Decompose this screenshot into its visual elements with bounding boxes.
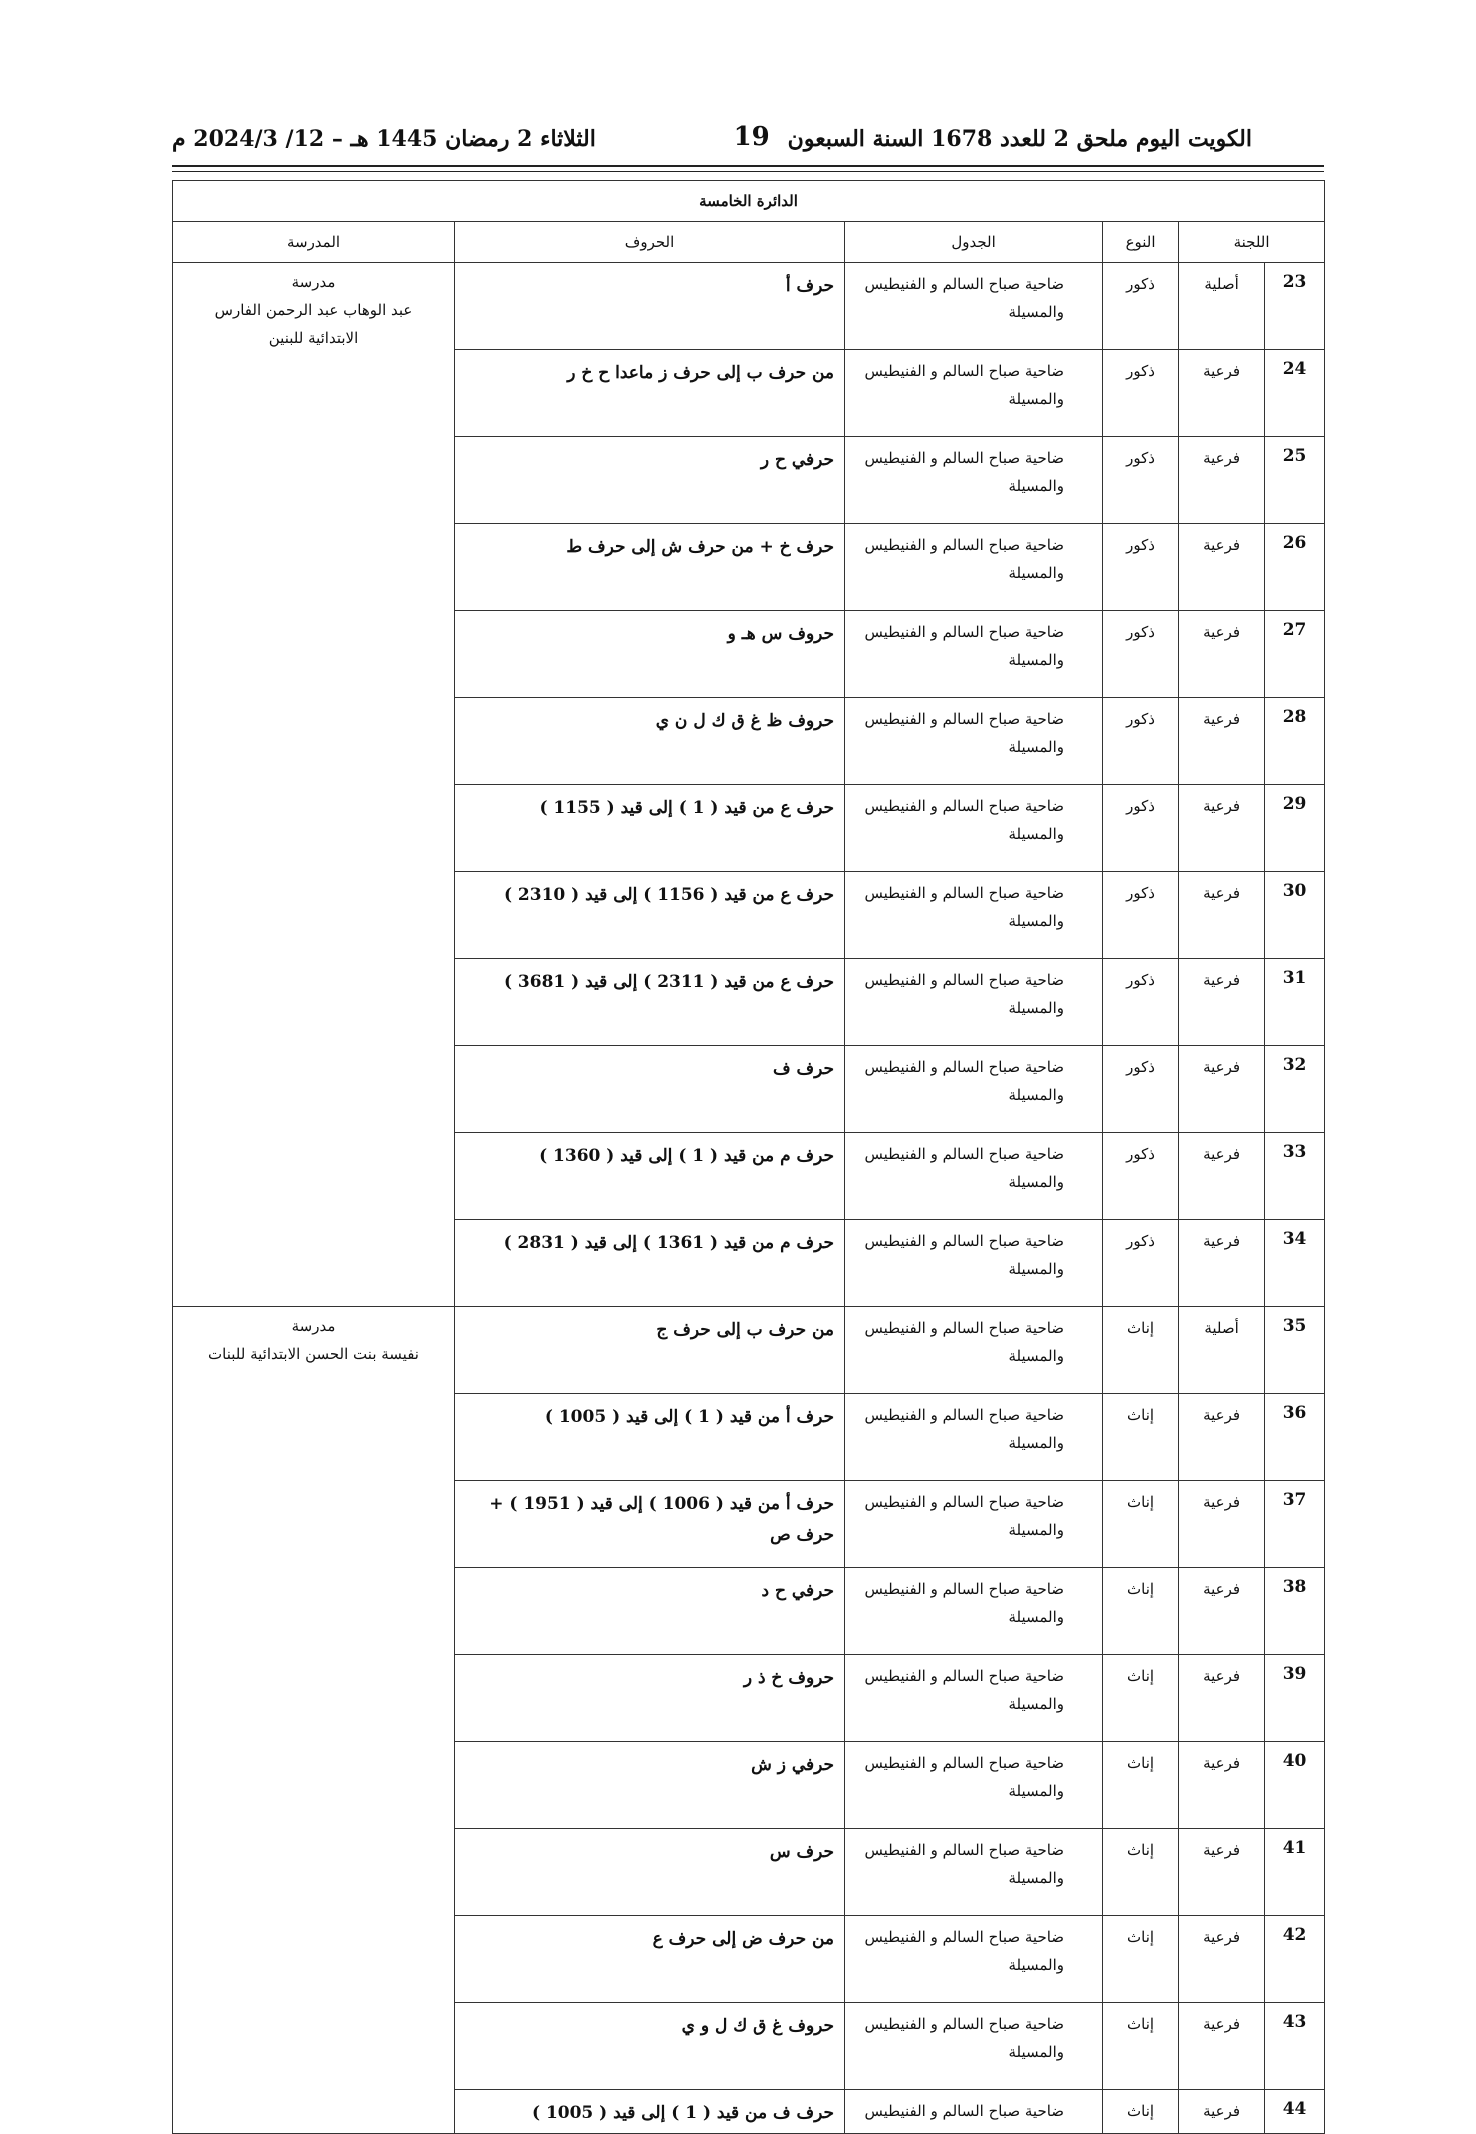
schedule-line: والمسيلة <box>1008 824 1065 843</box>
committee-type: فرعية <box>1179 1046 1265 1133</box>
schedule-line: والمسيلة <box>1008 650 1065 669</box>
schedule-line: والمسيلة <box>1008 998 1065 1017</box>
committee-number: 33 <box>1265 1133 1325 1220</box>
voter-gender: ذكور <box>1103 263 1179 350</box>
schedule-line: ضاحية صباح السالم و الفنيطيس <box>864 1493 1065 1511</box>
voter-gender: ذكور <box>1103 524 1179 611</box>
letters-range: حرف ع من قيد ( 1156 ) إلى قيد ( 2310 ) <box>455 872 845 959</box>
voter-gender: إناث <box>1103 1568 1179 1655</box>
schedule-cell <box>845 2090 1103 2134</box>
schedule-line: ضاحية صباح السالم و الفنيطيس <box>864 971 1065 989</box>
committee-type: فرعية <box>1179 1568 1265 1655</box>
voter-gender: إناث <box>1103 1307 1179 1394</box>
letters-range: حرف ع من قيد ( 2311 ) إلى قيد ( 3681 ) <box>455 959 845 1046</box>
committee-number: 44 <box>1265 2090 1325 2134</box>
school-name-line: الابتدائية للبنين <box>268 328 359 347</box>
voter-gender: إناث <box>1103 1394 1179 1481</box>
table-title: الدائرة الخامسة <box>173 181 1325 222</box>
schedule-cell <box>845 350 1103 437</box>
letters-range: حرف خ + من حرف ش إلى حرف ط <box>455 524 845 611</box>
committee-type: أصلية <box>1179 263 1265 350</box>
school-name-line: عبد الوهاب عبد الرحمن الفارس <box>214 300 413 319</box>
schedule-cell <box>845 785 1103 872</box>
schedule-line: والمسيلة <box>1008 737 1065 756</box>
committee-number: 27 <box>1265 611 1325 698</box>
schedule-line: والمسيلة <box>1008 1955 1065 1974</box>
letters-range: حرفي ح د <box>455 1568 845 1655</box>
schedule-line: والمسيلة <box>1008 1172 1065 1191</box>
table-row <box>173 263 1325 350</box>
letters-range: حرف ع من قيد ( 1 ) إلى قيد ( 1155 ) <box>455 785 845 872</box>
schedule-line: ضاحية صباح السالم و الفنيطيس <box>864 2015 1065 2033</box>
schedule-line: ضاحية صباح السالم و الفنيطيس <box>864 623 1065 641</box>
committee-number: 30 <box>1265 872 1325 959</box>
schedule-line: والمسيلة <box>1008 1520 1065 1539</box>
voter-gender: إناث <box>1103 2003 1179 2090</box>
schedule-cell <box>845 1916 1103 2003</box>
schedule-line: ضاحية صباح السالم و الفنيطيس <box>864 1754 1065 1772</box>
committee-number: 39 <box>1265 1655 1325 1742</box>
voter-gender: إناث <box>1103 2090 1179 2134</box>
schedule-cell <box>845 959 1103 1046</box>
committee-type: فرعية <box>1179 437 1265 524</box>
col-header-committee: اللجنة <box>1179 222 1325 263</box>
committee-type: فرعية <box>1179 1742 1265 1829</box>
schedule-line: ضاحية صباح السالم و الفنيطيس <box>864 1667 1065 1685</box>
committee-number: 25 <box>1265 437 1325 524</box>
letters-range: من حرف ب إلى حرف ز ماعدا ح خ ر <box>455 350 845 437</box>
issue-info: الكويت اليوم ملحق 2 للعدد 1678 السنة السبعون <box>787 126 1252 152</box>
schedule-line: والمسيلة <box>1008 563 1065 582</box>
committee-type: فرعية <box>1179 2090 1265 2134</box>
issue-date: الثلاثاء 2 رمضان 1445 هـ – 12/ 2024/3 م <box>172 126 596 152</box>
committee-number: 32 <box>1265 1046 1325 1133</box>
schedule-cell <box>845 524 1103 611</box>
voter-gender: ذكور <box>1103 785 1179 872</box>
col-header-school: المدرسة <box>173 222 455 263</box>
schedule-line: ضاحية صباح السالم و الفنيطيس <box>864 449 1065 467</box>
committee-type: فرعية <box>1179 1394 1265 1481</box>
schedule-line: والمسيلة <box>1008 1607 1065 1626</box>
letters-range: من حرف ض إلى حرف ع <box>455 1916 845 2003</box>
committee-number: 37 <box>1265 1481 1325 1568</box>
page-header <box>172 118 1252 168</box>
schedule-cell <box>845 698 1103 785</box>
voter-gender: إناث <box>1103 1829 1179 1916</box>
committee-type: فرعية <box>1179 1916 1265 2003</box>
letters-range: حرف أ <box>455 263 845 350</box>
schedule-line: والمسيلة <box>1008 911 1065 930</box>
table-row <box>173 1307 1325 1394</box>
schedule-line: والمسيلة <box>1008 1433 1065 1452</box>
committee-number: 29 <box>1265 785 1325 872</box>
schedule-cell <box>845 1046 1103 1133</box>
schedule-line: والمسيلة <box>1008 1259 1065 1278</box>
letters-range: حرف أ من قيد ( 1 ) إلى قيد ( 1005 ) <box>455 1394 845 1481</box>
schedule-line: والمسيلة <box>1008 1085 1065 1104</box>
schedule-line: ضاحية صباح السالم و الفنيطيس <box>864 1841 1065 1859</box>
letters-range: حروف خ ذ ر <box>455 1655 845 1742</box>
committee-number: 26 <box>1265 524 1325 611</box>
letters-range: من حرف ب إلى حرف ج <box>455 1307 845 1394</box>
schedule-line: ضاحية صباح السالم و الفنيطيس <box>864 1319 1065 1337</box>
committee-number: 40 <box>1265 1742 1325 1829</box>
schedule-line: والمسيلة <box>1008 2042 1065 2061</box>
committee-number: 23 <box>1265 263 1325 350</box>
voter-gender: إناث <box>1103 1916 1179 2003</box>
school-name-line: مدرسة <box>291 273 336 291</box>
school-name <box>173 263 455 1307</box>
header-rule-thin <box>172 171 1324 172</box>
schedule-line: والمسيلة <box>1008 1868 1065 1887</box>
schedule-line: والمسيلة <box>1008 1781 1065 1800</box>
schedule-cell <box>845 1829 1103 1916</box>
voter-gender: ذكور <box>1103 872 1179 959</box>
col-header-schedule: الجدول <box>845 222 1103 263</box>
committee-number: 43 <box>1265 2003 1325 2090</box>
schedule-cell <box>845 2003 1103 2090</box>
schedule-line: ضاحية صباح السالم و الفنيطيس <box>864 884 1065 902</box>
schedule-line: ضاحية صباح السالم و الفنيطيس <box>864 2102 1065 2120</box>
committee-type: فرعية <box>1179 872 1265 959</box>
table-header-row <box>173 222 1325 263</box>
committee-number: 28 <box>1265 698 1325 785</box>
schedule-line: والمسيلة <box>1008 389 1065 408</box>
schedule-cell <box>845 1481 1103 1568</box>
schedule-line: ضاحية صباح السالم و الفنيطيس <box>864 797 1065 815</box>
letters-range: حرفي ح ر <box>455 437 845 524</box>
schedule-line: والمسيلة <box>1008 302 1065 321</box>
committee-type: فرعية <box>1179 785 1265 872</box>
schedule-line: والمسيلة <box>1008 1694 1065 1713</box>
table-body <box>173 263 1325 2134</box>
letters-range: حرف م من قيد ( 1 ) إلى قيد ( 1360 ) <box>455 1133 845 1220</box>
committee-type: فرعية <box>1179 1481 1265 1568</box>
committee-type: فرعية <box>1179 698 1265 785</box>
schedule-line: ضاحية صباح السالم و الفنيطيس <box>864 1406 1065 1424</box>
schedule-line: ضاحية صباح السالم و الفنيطيس <box>864 275 1065 293</box>
committee-type: فرعية <box>1179 2003 1265 2090</box>
committee-number: 24 <box>1265 350 1325 437</box>
schedule-line: ضاحية صباح السالم و الفنيطيس <box>864 1580 1065 1598</box>
school-name <box>173 1307 455 2134</box>
voter-gender: ذكور <box>1103 959 1179 1046</box>
voter-gender: إناث <box>1103 1742 1179 1829</box>
schedule-cell <box>845 1133 1103 1220</box>
committee-number: 41 <box>1265 1829 1325 1916</box>
committee-type: فرعية <box>1179 350 1265 437</box>
schedule-cell <box>845 437 1103 524</box>
voter-gender: ذكور <box>1103 1220 1179 1307</box>
schedule-cell <box>845 872 1103 959</box>
schedule-line: ضاحية صباح السالم و الفنيطيس <box>864 1928 1065 1946</box>
schedule-line: ضاحية صباح السالم و الفنيطيس <box>864 362 1065 380</box>
schedule-cell <box>845 1307 1103 1394</box>
schedule-cell <box>845 1742 1103 1829</box>
voter-gender: ذكور <box>1103 350 1179 437</box>
letters-range: حرف س <box>455 1829 845 1916</box>
committee-number: 36 <box>1265 1394 1325 1481</box>
schedule-cell <box>845 611 1103 698</box>
school-name-line: نفيسة بنت الحسن الابتدائية للبنات <box>208 1344 419 1363</box>
voter-gender: ذكور <box>1103 437 1179 524</box>
letters-range: حرف أ من قيد ( 1006 ) إلى قيد ( 1951 ) + حرف ص <box>455 1481 845 1568</box>
letters-range: حروف س هـ و <box>455 611 845 698</box>
committee-type: فرعية <box>1179 1655 1265 1742</box>
school-name-line: مدرسة <box>291 1317 336 1335</box>
schedule-line: والمسيلة <box>1008 476 1065 495</box>
letters-range: حرفي ز ش <box>455 1742 845 1829</box>
schedule-line: ضاحية صباح السالم و الفنيطيس <box>864 1232 1065 1250</box>
committees-table <box>172 180 1325 2134</box>
committee-number: 35 <box>1265 1307 1325 1394</box>
voter-gender: إناث <box>1103 1481 1179 1568</box>
page-number: 19 <box>733 122 770 152</box>
schedule-cell <box>845 1655 1103 1742</box>
committee-type: فرعية <box>1179 1133 1265 1220</box>
committee-type: فرعية <box>1179 611 1265 698</box>
col-header-letters: الحروف <box>455 222 845 263</box>
voter-gender: ذكور <box>1103 1046 1179 1133</box>
voter-gender: إناث <box>1103 1655 1179 1742</box>
committee-type: فرعية <box>1179 524 1265 611</box>
letters-range: حرف ف <box>455 1046 845 1133</box>
voter-gender: ذكور <box>1103 611 1179 698</box>
committee-type: فرعية <box>1179 1220 1265 1307</box>
committee-type: فرعية <box>1179 959 1265 1046</box>
committee-number: 42 <box>1265 1916 1325 2003</box>
header-rule-thick <box>172 165 1324 167</box>
committee-number: 38 <box>1265 1568 1325 1655</box>
committee-type: فرعية <box>1179 1829 1265 1916</box>
schedule-line: ضاحية صباح السالم و الفنيطيس <box>864 1145 1065 1163</box>
schedule-line: ضاحية صباح السالم و الفنيطيس <box>864 710 1065 728</box>
col-header-gender: النوع <box>1103 222 1179 263</box>
letters-range: حروف غ ق ك ل و ي <box>455 2003 845 2090</box>
schedule-cell <box>845 1220 1103 1307</box>
voter-gender: ذكور <box>1103 1133 1179 1220</box>
schedule-line: والمسيلة <box>1008 1346 1065 1365</box>
committee-number: 31 <box>1265 959 1325 1046</box>
schedule-line: ضاحية صباح السالم و الفنيطيس <box>864 536 1065 554</box>
letters-range: حرف م من قيد ( 1361 ) إلى قيد ( 2831 ) <box>455 1220 845 1307</box>
letters-range: حرف ف من قيد ( 1 ) إلى قيد ( 1005 ) <box>455 2090 845 2134</box>
schedule-cell <box>845 1394 1103 1481</box>
schedule-cell <box>845 1568 1103 1655</box>
committee-number: 34 <box>1265 1220 1325 1307</box>
committee-type: أصلية <box>1179 1307 1265 1394</box>
voter-gender: ذكور <box>1103 698 1179 785</box>
schedule-cell <box>845 263 1103 350</box>
letters-range: حروف ظ غ ق ك ل ن ي <box>455 698 845 785</box>
table-title-row <box>173 181 1325 222</box>
schedule-line: ضاحية صباح السالم و الفنيطيس <box>864 1058 1065 1076</box>
